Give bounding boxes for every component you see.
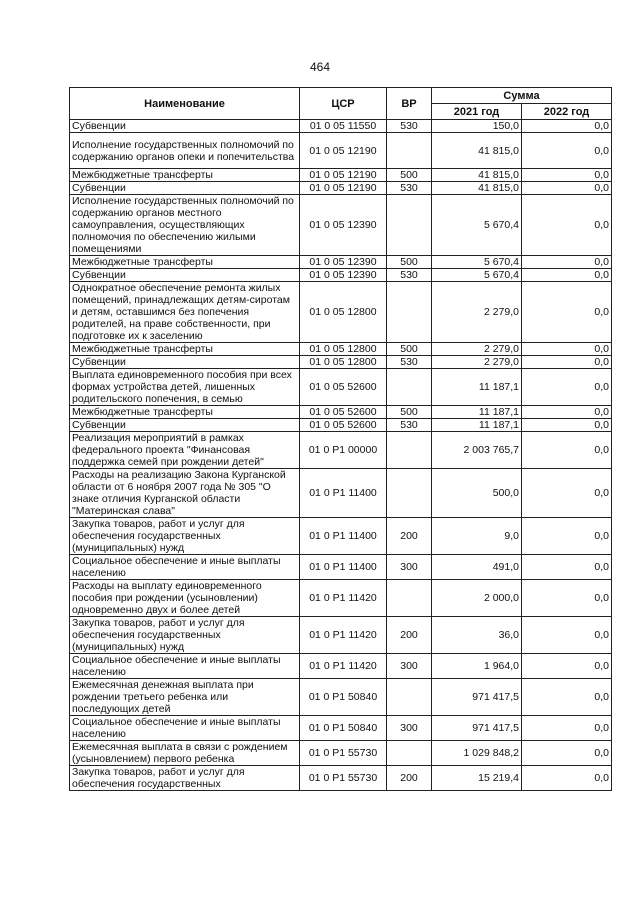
row-name: Исполнение государственных полномочий по содержанию органов местного самоуправления, осуществляющих полномочия по обеспечению жилыми помещениями <box>70 195 300 256</box>
row-sum-2021: 11 187,1 <box>432 419 522 432</box>
table-row <box>70 679 612 716</box>
row-csr: 01 0 P1 11420 <box>300 617 387 654</box>
row-csr: 01 0 P1 55730 <box>300 766 387 791</box>
table-row <box>70 518 612 555</box>
row-sum-2021: 41 815,0 <box>432 182 522 195</box>
row-sum-2021: 491,0 <box>432 555 522 580</box>
table-row <box>70 617 612 654</box>
row-sum-2021: 150,0 <box>432 120 522 133</box>
row-csr: 01 0 05 52600 <box>300 419 387 432</box>
row-name: Межбюджетные трансферты <box>70 256 300 269</box>
table-row <box>70 269 612 282</box>
row-csr: 01 0 05 12190 <box>300 133 387 169</box>
table-row <box>70 741 612 766</box>
row-name: Ежемесячная выплата в связи с рождением (усыновлением) первого ребенка <box>70 741 300 766</box>
row-vr <box>387 133 432 169</box>
row-sum-2021: 41 815,0 <box>432 133 522 169</box>
row-csr: 01 0 05 12800 <box>300 356 387 369</box>
row-vr <box>387 741 432 766</box>
table-row <box>70 169 612 182</box>
row-sum-2022: 0,0 <box>522 679 612 716</box>
row-vr: 500 <box>387 256 432 269</box>
row-sum-2022: 0,0 <box>522 617 612 654</box>
table-row <box>70 766 612 791</box>
row-sum-2021: 36,0 <box>432 617 522 654</box>
table-row <box>70 406 612 419</box>
row-sum-2022: 0,0 <box>522 133 612 169</box>
table-row <box>70 654 612 679</box>
row-name: Социальное обеспечение и иные выплаты населению <box>70 654 300 679</box>
row-sum-2021: 11 187,1 <box>432 406 522 419</box>
row-csr: 01 0 05 12190 <box>300 169 387 182</box>
header-2022: 2022 год <box>522 104 612 120</box>
row-vr: 200 <box>387 766 432 791</box>
row-csr: 01 0 05 12800 <box>300 343 387 356</box>
row-sum-2022: 0,0 <box>522 469 612 518</box>
row-sum-2021: 9,0 <box>432 518 522 555</box>
row-name: Ежемесячная денежная выплата при рождении третьего ребенка или последующих детей <box>70 679 300 716</box>
row-sum-2021: 5 670,4 <box>432 269 522 282</box>
row-sum-2021: 2 003 765,7 <box>432 432 522 469</box>
header-csr: ЦСР <box>300 88 387 120</box>
row-name: Выплата единовременного пособия при всех формах устройства детей, лишенных родительского попечения, в семью <box>70 369 300 406</box>
row-csr: 01 0 05 12190 <box>300 182 387 195</box>
table-row <box>70 469 612 518</box>
row-sum-2022: 0,0 <box>522 654 612 679</box>
row-vr: 530 <box>387 356 432 369</box>
row-sum-2022: 0,0 <box>522 369 612 406</box>
table-row <box>70 369 612 406</box>
table-row <box>70 343 612 356</box>
row-name: Субвенции <box>70 419 300 432</box>
table-row <box>70 120 612 133</box>
row-sum-2022: 0,0 <box>522 269 612 282</box>
row-csr: 01 0 05 52600 <box>300 406 387 419</box>
row-sum-2022: 0,0 <box>522 356 612 369</box>
row-vr: 500 <box>387 169 432 182</box>
row-vr <box>387 369 432 406</box>
row-vr: 530 <box>387 182 432 195</box>
row-vr: 300 <box>387 716 432 741</box>
row-name: Закупка товаров, работ и услуг для обеспечения государственных (муниципальных) нужд <box>70 617 300 654</box>
row-csr: 01 0 P1 50840 <box>300 679 387 716</box>
row-sum-2021: 15 219,4 <box>432 766 522 791</box>
row-vr <box>387 469 432 518</box>
row-sum-2021: 971 417,5 <box>432 716 522 741</box>
row-name: Межбюджетные трансферты <box>70 406 300 419</box>
row-csr: 01 0 P1 11400 <box>300 469 387 518</box>
row-sum-2022: 0,0 <box>522 716 612 741</box>
row-sum-2022: 0,0 <box>522 419 612 432</box>
row-csr: 01 0 05 12390 <box>300 195 387 256</box>
header-name: Наименование <box>70 88 300 120</box>
row-sum-2022: 0,0 <box>522 182 612 195</box>
row-csr: 01 0 P1 50840 <box>300 716 387 741</box>
row-vr <box>387 282 432 343</box>
row-vr <box>387 432 432 469</box>
header-sum: Сумма <box>432 88 612 104</box>
table-row <box>70 195 612 256</box>
row-sum-2022: 0,0 <box>522 256 612 269</box>
row-sum-2022: 0,0 <box>522 282 612 343</box>
row-sum-2021: 2 279,0 <box>432 282 522 343</box>
row-vr: 530 <box>387 419 432 432</box>
row-csr: 01 0 05 52600 <box>300 369 387 406</box>
row-csr: 01 0 05 12800 <box>300 282 387 343</box>
row-sum-2022: 0,0 <box>522 432 612 469</box>
row-vr: 300 <box>387 654 432 679</box>
row-name: Расходы на выплату единовременного пособия при рождении (усыновлении) одновременно двух и более детей <box>70 580 300 617</box>
table-row <box>70 282 612 343</box>
row-vr <box>387 195 432 256</box>
row-sum-2021: 1 029 848,2 <box>432 741 522 766</box>
row-name: Реализация мероприятий в рамках федерального проекта "Финансовая поддержка семей при рождении детей" <box>70 432 300 469</box>
row-sum-2022: 0,0 <box>522 580 612 617</box>
row-sum-2021: 5 670,4 <box>432 195 522 256</box>
page-number: 464 <box>309 60 331 74</box>
row-sum-2021: 2 279,0 <box>432 343 522 356</box>
row-vr: 500 <box>387 343 432 356</box>
table-row <box>70 432 612 469</box>
table-row <box>70 256 612 269</box>
row-name: Субвенции <box>70 182 300 195</box>
row-sum-2021: 1 964,0 <box>432 654 522 679</box>
row-name: Закупка товаров, работ и услуг для обеспечения государственных (муниципальных) нужд <box>70 518 300 555</box>
row-name: Межбюджетные трансферты <box>70 343 300 356</box>
table-row <box>70 133 612 169</box>
row-sum-2022: 0,0 <box>522 120 612 133</box>
row-vr: 300 <box>387 555 432 580</box>
row-sum-2021: 41 815,0 <box>432 169 522 182</box>
row-csr: 01 0 P1 55730 <box>300 741 387 766</box>
row-sum-2022: 0,0 <box>522 195 612 256</box>
row-csr: 01 0 05 12390 <box>300 269 387 282</box>
header-2021: 2021 год <box>432 104 522 120</box>
row-csr: 01 0 05 12390 <box>300 256 387 269</box>
row-sum-2022: 0,0 <box>522 406 612 419</box>
row-name: Субвенции <box>70 120 300 133</box>
row-sum-2021: 2 000,0 <box>432 580 522 617</box>
row-sum-2021: 11 187,1 <box>432 369 522 406</box>
header-vr: ВР <box>387 88 432 120</box>
row-sum-2022: 0,0 <box>522 343 612 356</box>
budget-table <box>69 87 612 791</box>
row-name: Межбюджетные трансферты <box>70 169 300 182</box>
row-sum-2022: 0,0 <box>522 169 612 182</box>
table-row <box>70 580 612 617</box>
row-csr: 01 0 P1 00000 <box>300 432 387 469</box>
row-csr: 01 0 05 11550 <box>300 120 387 133</box>
table-row <box>70 356 612 369</box>
table-row <box>70 419 612 432</box>
row-name: Субвенции <box>70 269 300 282</box>
row-sum-2022: 0,0 <box>522 766 612 791</box>
table-row <box>70 182 612 195</box>
row-name: Закупка товаров, работ и услуг для обеспечения государственных <box>70 766 300 791</box>
row-name: Расходы на реализацию Закона Курганской области от 6 ноября 2007 года № 305 "О знаке отличия Курганской области "Материнская слава" <box>70 469 300 518</box>
row-sum-2022: 0,0 <box>522 518 612 555</box>
row-vr: 530 <box>387 120 432 133</box>
row-sum-2021: 2 279,0 <box>432 356 522 369</box>
row-vr: 530 <box>387 269 432 282</box>
row-name: Социальное обеспечение и иные выплаты населению <box>70 555 300 580</box>
row-sum-2022: 0,0 <box>522 741 612 766</box>
row-sum-2021: 971 417,5 <box>432 679 522 716</box>
row-csr: 01 0 P1 11420 <box>300 654 387 679</box>
row-csr: 01 0 P1 11400 <box>300 555 387 580</box>
row-vr: 200 <box>387 617 432 654</box>
row-name: Однократное обеспечение ремонта жилых помещений, принадлежащих детям-сиротам и детям, оставшимся без попечения родителей, на праве собственности, при подготовке их к заселению <box>70 282 300 343</box>
row-vr <box>387 679 432 716</box>
row-vr <box>387 580 432 617</box>
row-sum-2022: 0,0 <box>522 555 612 580</box>
row-name: Социальное обеспечение и иные выплаты населению <box>70 716 300 741</box>
table-row <box>70 716 612 741</box>
table-row <box>70 555 612 580</box>
table-body <box>70 120 612 791</box>
row-sum-2021: 5 670,4 <box>432 256 522 269</box>
row-name: Субвенции <box>70 356 300 369</box>
row-csr: 01 0 P1 11420 <box>300 580 387 617</box>
row-vr: 500 <box>387 406 432 419</box>
row-csr: 01 0 P1 11400 <box>300 518 387 555</box>
row-sum-2021: 500,0 <box>432 469 522 518</box>
row-name: Исполнение государственных полномочий по содержанию органов опеки и попечительства <box>70 133 300 169</box>
row-vr: 200 <box>387 518 432 555</box>
